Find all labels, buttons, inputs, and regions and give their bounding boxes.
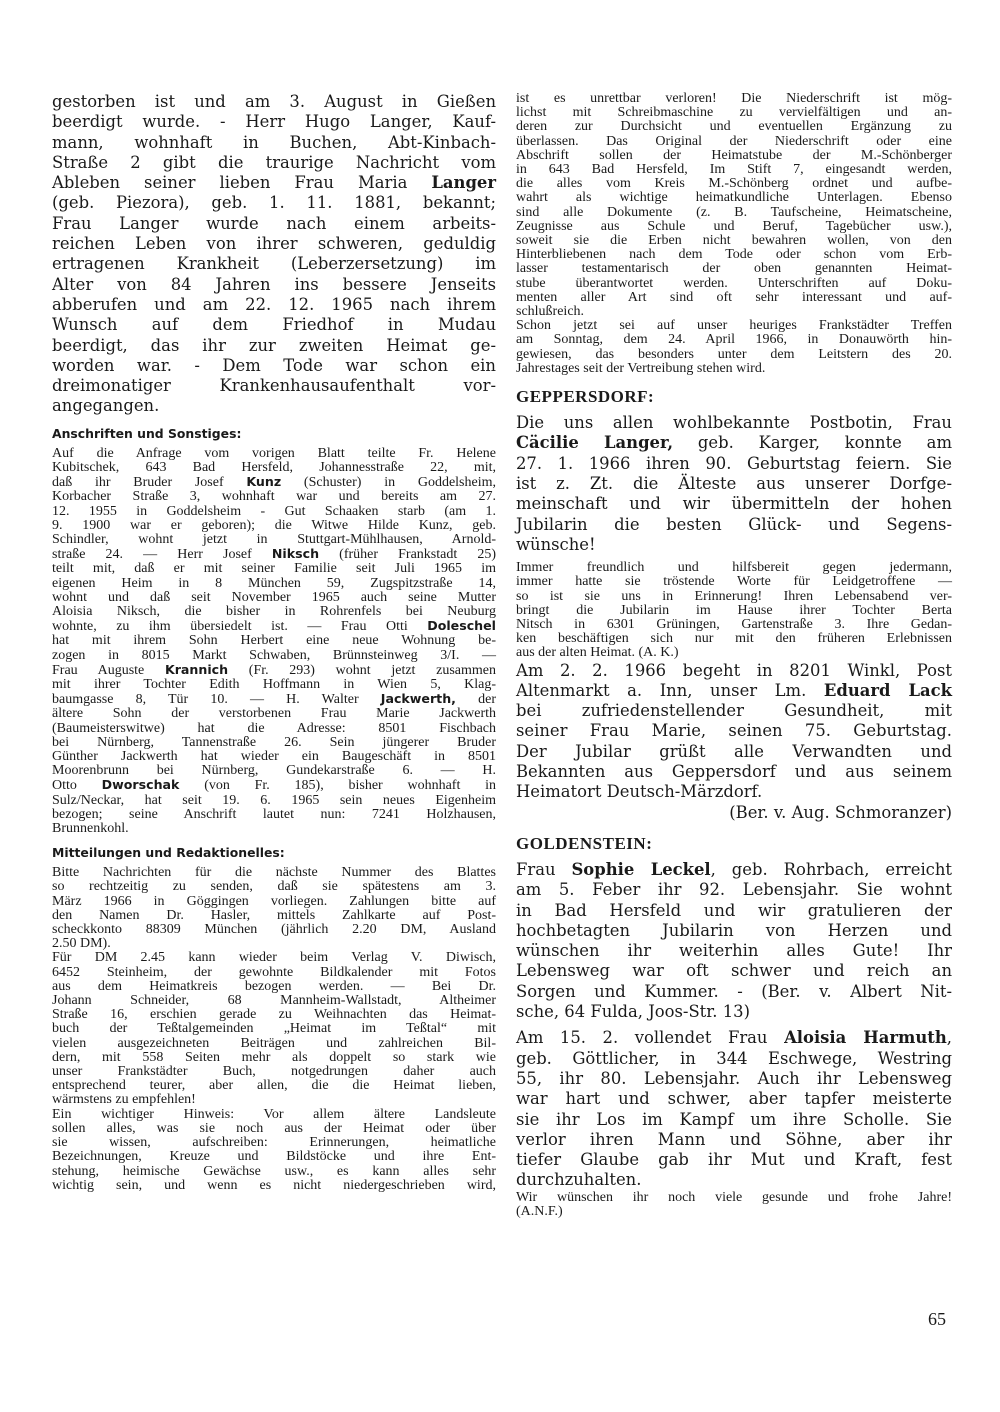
text-line: straße 24. — Herr Josef Niksch (früher Frankstadt 25): [52, 546, 496, 563]
text-line: Aloisia Niksch, die bisher in Rohrenfels bei Neuburg: [52, 603, 496, 619]
text-line: teilt mit, daß er mit seiner Familie seit Juli 1965 im: [52, 561, 496, 577]
text-line: Bitte Nachrichten für die nächste Nummer des Blattes: [52, 865, 496, 881]
text-line: Nitsch in 6301 Grüningen, Gartenstraße 3. Ihre Gedan-: [516, 616, 952, 632]
text-line: Auf die Anfrage vom vorigen Blatt teilte Fr. Helene: [52, 445, 496, 461]
section-heading-announcements: Mitteilungen und Redaktionelles:: [52, 845, 285, 861]
text-line: wünschen ihr weiterhin alles Gute! Ihr: [516, 941, 952, 961]
text-line: worden war. - Dem Tode war schon ein: [52, 355, 496, 375]
text-line: 12. 1955 in Goddelsheim - Gut Schaaken starb (am 1.: [52, 503, 496, 519]
bold-name: Sophie Leckel: [571, 859, 711, 879]
announcements-para-2: [52, 951, 496, 1107]
text-line: Heimatort Deutsch-Märzdorf.: [516, 782, 763, 802]
text-line: bringt die Jubilarin im Hause ihrer Tochter Berta: [516, 602, 952, 618]
text-line: sie ihr Los im Kampf um ihre Scholle. Sie: [516, 1109, 952, 1129]
text-line: Frau Sophie Leckel, geb. Rohrbach, erreicht: [516, 859, 953, 879]
text-line: Der Jubilar grüßt alle Verwandten und: [516, 741, 952, 761]
bold-name: Cäcilie Langer,: [516, 433, 674, 453]
text-line: ältere Sohn der verstorbenen Frau Marie Jackwerth: [52, 706, 496, 722]
text-line: wahrt als wichtige heimatkundliche Unterlagen. Ebenso: [516, 190, 952, 206]
text-line: Wunsch auf dem Friedhof in Mudau: [52, 315, 496, 335]
text-line: buch der Teßtalgemeinden „Heimat im Teßtal“ mit: [52, 1021, 496, 1037]
geppersdorf-para-1: [516, 413, 952, 555]
bold-name: Jackwerth,: [380, 691, 456, 707]
text-line: [52, 173, 496, 193]
continuation-para-1: [516, 92, 952, 319]
text-line: Abschrift sollen der Heimatstube der M.-Schönberger: [516, 147, 952, 163]
text-line: baumgasse 8, Tür 10. — H. Walter Jackwerth, der: [52, 691, 496, 708]
text-line: sind alle Dokumente (z. B. Taufscheine, Heimatscheine,: [516, 204, 952, 220]
text-line: mann, wohnhaft in Buchen, Abt-Kinbach-: [52, 132, 496, 152]
page-number: 65: [928, 1309, 946, 1329]
text-line: Schindler, wohnt jetzt in Stuttgart-Mühlhausen, Arnold-: [52, 531, 496, 547]
text-line: gewiesen, das besonders unter dem Leitstern des 20.: [516, 346, 952, 362]
right-column: [516, 92, 952, 1219]
text-line: sie wissen, aufschreiben: Erinnerungen, heimatliche: [52, 1135, 496, 1151]
text-line: Bekannten aus Geppersdorf und aus seinem: [516, 762, 952, 782]
text-line: 9. 1900 war er geboren); die Witwe Hilde Kunz, geb.: [52, 517, 496, 533]
text-line: ist z. Zt. die Älteste aus unserer Dorfge-: [516, 473, 952, 493]
text-line: scheckkonto 88309 München (jährlich 2.20 DM, Ausland: [52, 922, 496, 938]
text-line: Frau Langer wurde nach einem arbeits-: [52, 213, 496, 233]
text-line: war hart und schwer, aber tapfer meisterte: [516, 1089, 952, 1109]
text-line: Für DM 2.45 kann wieder beim Verlag V. Diwisch,: [52, 950, 496, 966]
text-line: ertragenen Krankheit (Leberzersetzung) im: [52, 254, 496, 274]
text-line: zogen in 8015 Markt Schwaben, Brünnsteinweg 3/I. —: [52, 647, 496, 663]
text-line: bei Nürnberg, Tannenstraße 26. Sein jüngerer Bruder: [52, 734, 496, 750]
text-line: Ein wichtiger Hinweis: Vor allem ältere Landsleute: [52, 1106, 496, 1122]
text-line: ist es unrettbar verloren! Die Niederschrift ist mög-: [516, 91, 952, 106]
text-line: Frau Auguste Krannich (Fr. 293) wohnt jetzt zusammen: [52, 661, 496, 678]
text-line: wünsche!: [516, 534, 596, 554]
text-line: Cäcilie Langer, geb. Karger, konnte am: [516, 433, 952, 453]
text-line: so rechtzeitig zu senden, daß sie spätestens am 3.: [52, 879, 496, 895]
text-line: geb. Göttlicher, in 344 Eschwege, Westring: [516, 1048, 952, 1068]
text-line: Jubilarin die besten Glück- und Segens-: [516, 514, 952, 534]
text-line: menten aller Art sind oft sehr interessant und auf-: [516, 289, 952, 305]
text-line: Am 15. 2. vollendet Frau Aloisia Harmuth,: [516, 1028, 953, 1048]
text-line: am 5. Feber ihr 92. Lebensjahr. Sie wohnt: [516, 880, 952, 900]
text-line: soweit sie die Erben nicht bewahren wollen, von den: [516, 233, 952, 249]
text-line: Hinterbliebenen nach dem Tode oder schon vom Erb-: [516, 247, 952, 263]
bold-name: Krannich: [164, 661, 229, 677]
text-line: am Sonntag, dem 24. April 1966, in Donauwörth hin-: [516, 332, 952, 348]
section-heading-goldenstein: GOLDENSTEIN:: [516, 833, 653, 853]
bold-name: Dworschak: [101, 777, 180, 793]
text-line: Kubitschek, 643 Bad Hersfeld, Johannesstraße 22, mit,: [52, 459, 496, 475]
text-line: beerdigt, das ihr zur zweiten Heimat ge-: [52, 335, 496, 355]
text-line: (Baumeisterswitwe) hat die Adresse: 8501 Fischbach: [52, 720, 496, 736]
text-line: durchzuhalten.: [516, 1170, 642, 1190]
geppersdorf-para-3: [516, 661, 952, 803]
text-line: bei zufriedenstellender Gesundheit, mit: [516, 701, 952, 721]
text-line: Bezeichnungen, Kreuze und Bildstöcke und ihre Ent-: [52, 1149, 496, 1165]
text-line: vielen ausgezeichneten Beiträgen und zahlreichen Bil-: [52, 1035, 496, 1051]
text-line: überlassen. Das Original der Niederschrift oder eine: [516, 133, 952, 149]
text-line: mit ihrer Tochter Edith Hoffmann in Wien 5, Klag-: [52, 677, 496, 692]
text-line: lasser testamentarisch der oben genannten Heimat-: [516, 261, 952, 277]
text-line: abberufen und am 22. 12. 1965 nach ihrem: [52, 294, 496, 314]
bold-name: Eduard Lack: [823, 680, 952, 700]
announcements-para-3: [52, 1108, 496, 1193]
text-line: wichtig sein, und wenn es nicht niedergeschrieben wird,: [52, 1177, 496, 1193]
bold-name: Doleschel: [427, 618, 496, 634]
text-line: März 1966 in Göggingen vorliegen. Zahlungen bitte auf: [52, 893, 496, 909]
text-line: Straße 16, erschien gerade zu Weihnachten das Heimat-: [52, 1007, 496, 1023]
text-line: daß ihr Bruder Josef Kunz (Schuster) in Goddelsheim,: [52, 474, 496, 491]
text-line: Sorgen und Kummer. - (Ber. v. Albert Nit-: [516, 981, 952, 1001]
text-line: Am 2. 2. 1966 begeht in 8201 Winkl, Post: [516, 660, 952, 680]
text-line: Johann Schneider, 68 Mannheim-Wallstadt, Altheimer: [52, 993, 496, 1009]
continuation-para-2: [516, 319, 952, 376]
text-line: Alter von 84 Jahren ins bessere Jenseits: [52, 274, 496, 294]
text-line: immer hatte sie tröstende Worte für Leidgetroffene —: [516, 574, 952, 590]
text-line: die alles vom Kreis M.-Schönberg ordnet und aufbe-: [516, 176, 952, 192]
text-line: aus der alten Heimat. (A. K.): [516, 645, 679, 661]
addresses-section: [52, 447, 496, 836]
text-line: dreimonatiger Krankenhausaufenthalt vor-: [52, 376, 496, 396]
text-line: 6452 Steinheim, der gewohnte Bildkalender mit Fotos: [52, 964, 496, 980]
text-line: wohnt und daß seit November 1965 auch seine Mutter: [52, 589, 496, 605]
announcements-para-1: [52, 866, 496, 951]
text-line: Otto Dworschak (von Fr. 185), bisher wohnhaft in: [52, 777, 496, 794]
text-line: angegangen.: [52, 396, 160, 416]
text-line: 2.50 DM).: [52, 936, 111, 952]
text-line: in 643 Bad Hersfeld, Im Stift 7, eingesandt werden,: [516, 162, 952, 178]
text-line: wärmstens zu empfehlen!: [52, 1092, 196, 1108]
text-line: (A.N.F.): [516, 1203, 563, 1219]
geppersdorf-para-2: [516, 561, 952, 660]
text-line: stube überantwortet werden. Unterschriften auf Doku-: [516, 275, 952, 291]
text-line: Jahrestages seit der Vertreibung stehen wird.: [516, 360, 766, 376]
text-line: gestorben ist und am 3. August in Gießen: [52, 92, 496, 111]
text-line: entsprechend teurer, aber allen, die die Heimat lieben,: [52, 1078, 496, 1094]
text-line: reichen Leben von ihrer schweren, geduldig: [52, 234, 496, 254]
text-line: Zeugnisse aus Schule und Beruf, Tagebücher usw.),: [516, 218, 952, 234]
text-line: 27. 1. 1966 ihren 90. Geburtstag feiern. Sie: [516, 453, 952, 473]
text-line: schlußreich.: [516, 304, 585, 320]
obituary-langer: [52, 92, 496, 417]
geppersdorf-credit: [516, 803, 952, 823]
text-line: wohnte, zu ihm übersiedelt ist. — Frau Otti Doleschel: [52, 618, 496, 635]
goldenstein-closing: [516, 1191, 952, 1219]
text-line: in Bad Hersfeld und wir gratulieren der: [516, 900, 952, 920]
text-line: Sulz/Neckar, hat seit 19. 6. 1965 sein neues Eigenheim: [52, 792, 496, 808]
goldenstein-para-1: [516, 860, 952, 1022]
text-line: den Namen Dr. Hasler, mittels Zahlkarte auf Post-: [52, 907, 496, 923]
text-line: Straße 2 gibt die traurige Nachricht vom: [52, 152, 496, 172]
text-line: Lebensweg war oft schwer und reich an: [516, 961, 952, 981]
goldenstein-para-2: [516, 1028, 952, 1190]
text-line: sollen alles, was sie noch aus der Heimat oder über: [52, 1120, 496, 1136]
text-line: Immer freundlich und hilfsbereit gegen jedermann,: [516, 560, 952, 576]
text-line: meinschaft und wir übermitteln der hohen: [516, 494, 952, 514]
text-line: Altenmarkt a. Inn, unser Lm. Eduard Lack: [516, 680, 952, 700]
text-line: eigenen Heim in 8 München 59, Zugspitzstraße 14,: [52, 575, 496, 591]
text-line: dern, mit 558 Seiten mehr als doppelt so stark wie: [52, 1049, 496, 1065]
text-line: Günther Jackwerth hat wieder ein Baugeschäft in 8501: [52, 749, 496, 765]
section-heading-addresses: Anschriften und Sonstiges:: [52, 425, 242, 441]
bold-name: Aloisia Harmuth: [784, 1028, 947, 1048]
left-column: [52, 92, 496, 1193]
text-line: seiner Frau Marie, seinen 75. Geburtstag.: [516, 721, 952, 741]
text-line: (geb. Piezora), geb. 1. 11. 1881, bekannt;: [52, 193, 496, 213]
text-line: Brunnenkohl.: [52, 821, 129, 837]
section-heading-geppersdorf: GEPPERSDORF:: [516, 387, 655, 407]
text-fragment: Ableben seiner lieben Frau Maria: [52, 173, 432, 193]
text-line: hat mit ihrem Sohn Herbert eine neue Wohnung be-: [52, 633, 496, 649]
credit-line: (Ber. v. Aug. Schmoranzer): [729, 802, 952, 822]
bold-name: Langer: [431, 173, 496, 193]
text-line: sche, 64 Fulda, Joos-Str. 13): [516, 1002, 750, 1022]
text-line: stehung, heimische Gewächse usw., es kann alles sehr: [52, 1163, 496, 1179]
text-line: 55, ihr 80. Lebensjahr. Auch ihr Lebensweg: [516, 1068, 952, 1088]
text-line: Wir wünschen ihr noch viele gesunde und frohe Jahre!: [516, 1189, 952, 1205]
text-line: unser Frankstädter Buch, notgedrungen daher auch: [52, 1064, 496, 1080]
text-line: bezogen; seine Anschrift lautet nun: 7241 Holzhausen,: [52, 806, 496, 822]
text-line: lichst mit Schreibmaschine zu vervielfältigen und an-: [516, 105, 952, 121]
bold-name: Niksch: [271, 546, 320, 562]
text-line: so ist sie uns in Erinnerung! Ihren Lebensabend ver-: [516, 588, 952, 604]
text-line: verlor ihren Mann und Söhne, aber ihr: [516, 1129, 952, 1149]
text-line: tiefer Glaube gab ihr Mut und Kraft, fest: [516, 1150, 952, 1170]
text-line: Moorenbrunn bei Nürnberg, Gundekarstraße 6. — H.: [52, 763, 496, 779]
text-line: Korbacher Straße 3, wohnhaft war und bereits am 27.: [52, 489, 496, 505]
text-line: deren zur Durchsicht und eventuellen Ergänzung zu: [516, 119, 952, 135]
text-line: Die uns allen wohlbekannte Postbotin, Frau: [516, 413, 952, 433]
text-line: ken beschäftigen sich nur mit den früheren Erlebnissen: [516, 631, 952, 647]
text-line: aus dem Heimatkreis bezogen werden. — Bei Dr.: [52, 978, 496, 994]
text-line: Schon jetzt sei auf unser heuriges Frankstädter Treffen: [516, 318, 952, 334]
text-line: beerdigt wurde. - Herr Hugo Langer, Kauf-: [52, 112, 496, 132]
text-line: hochbetagten Jubilarin von Herzen und: [516, 920, 952, 940]
bold-name: Kunz: [246, 474, 282, 490]
